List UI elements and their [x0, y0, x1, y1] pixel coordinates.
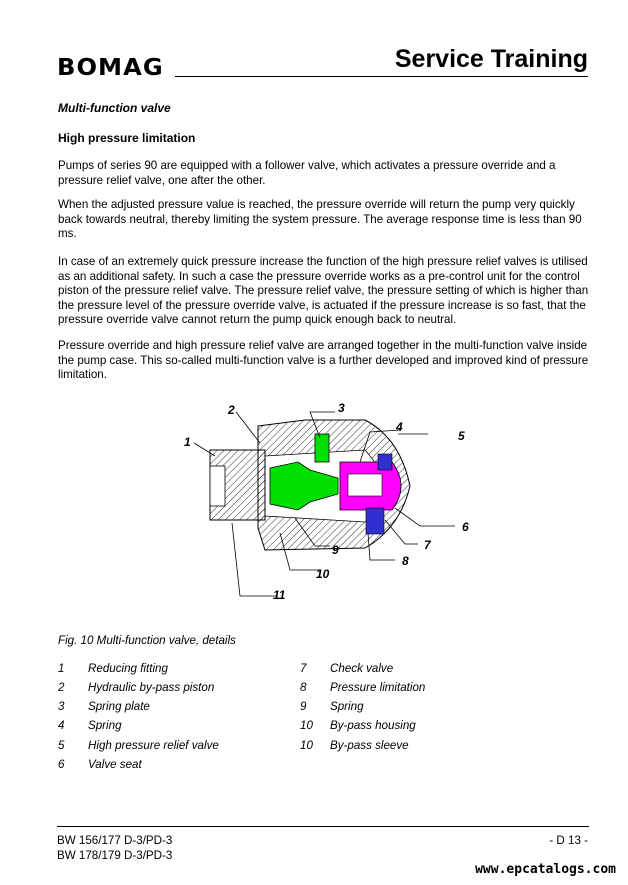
paragraph-2: When the adjusted pressure value is reached, the pressure override will return the pump very quickly back towards neutral, thereby limiting the system pressure. The average response time is less than 90 ms.: [58, 198, 582, 240]
legend-num: 3: [58, 700, 65, 713]
paragraph-4: Pressure override and high pressure relief valve are arranged together in the multi-function valve inside the pump case. This so-called multi-function valve is a further developed and improved kind of pressure limitation.: [58, 339, 589, 381]
legend-label: By-pass housing: [330, 719, 416, 732]
callout-8: 8: [402, 554, 409, 568]
legend-num: 10: [300, 719, 313, 732]
legend-num: 2: [58, 681, 65, 694]
callout-10: 10: [316, 567, 330, 581]
legend-label: Check valve: [330, 662, 394, 675]
footer-rule: [57, 826, 589, 827]
callout-11: 11: [273, 588, 286, 602]
callout-1: 1: [184, 435, 191, 449]
legend-num: 1: [58, 662, 65, 675]
figure-caption: Fig. 10 Multi-function valve, details: [58, 634, 236, 647]
header-title: Service Training: [394, 45, 588, 73]
footer-model-line-1: BW 156/177 D-3/PD-3: [57, 834, 173, 847]
legend-num: 8: [300, 681, 307, 694]
legend-label: High pressure relief valve: [88, 739, 219, 752]
valve-spring-chamber: [348, 474, 382, 496]
legend-label: Spring: [330, 700, 364, 713]
callout-6: 6: [462, 520, 469, 534]
page-number: - D 13 -: [549, 834, 588, 847]
footer-model-line-2: BW 178/179 D-3/PD-3: [57, 849, 173, 862]
bomag-logo: BOMAG: [57, 55, 164, 81]
callout-3: 3: [338, 401, 345, 415]
paragraph-3: In case of an extremely quick pressure increase the function of the high pressure relief valves is utilised as an additional safety. In such a case the pressure override works as a pre-control unit for the control piston of the pressure relief valve. The pressure relief valve, the pressure setting of which is higher than the pressure level of the pressure override valve, is actuated if the pressure increase is so fast, that the pressure override valve cannot return the pump quick enough back to neutral.: [58, 255, 589, 326]
watermark: www.epcatalogs.com: [475, 862, 616, 877]
legend-num: 10: [300, 739, 313, 752]
legend-label: Hydraulic by-pass piston: [88, 681, 215, 694]
valve-seat-bottom: [366, 508, 384, 534]
callout-7: 7: [424, 538, 431, 552]
legend-label: Reducing fitting: [88, 662, 168, 675]
valve-seat-top: [378, 454, 392, 470]
legend-label: Valve seat: [88, 758, 142, 771]
subsection-title: High pressure limitation: [58, 131, 196, 145]
paragraph-1: Pumps of series 90 are equipped with a follower valve, which activates a pressure override and a pressure relief valve, one after the other.: [58, 159, 556, 187]
legend-num: 6: [58, 758, 65, 771]
legend-label: By-pass sleeve: [330, 739, 409, 752]
fitting-port: [210, 466, 225, 506]
section-title: Multi-function valve: [58, 101, 171, 115]
multi-function-valve-diagram: [170, 398, 480, 608]
legend-num: 4: [58, 719, 65, 732]
legend-label: Spring: [88, 719, 122, 732]
callout-9: 9: [332, 543, 339, 557]
legend-num: 5: [58, 739, 65, 752]
callout-2: 2: [228, 403, 235, 417]
green-channel: [315, 434, 329, 462]
callout-5: 5: [458, 429, 465, 443]
legend-num: 9: [300, 700, 307, 713]
legend-label: Spring plate: [88, 700, 150, 713]
header-rule: [175, 76, 588, 77]
legend-label: Pressure limitation: [330, 681, 426, 694]
callout-4: 4: [396, 420, 403, 434]
legend-num: 7: [300, 662, 307, 675]
